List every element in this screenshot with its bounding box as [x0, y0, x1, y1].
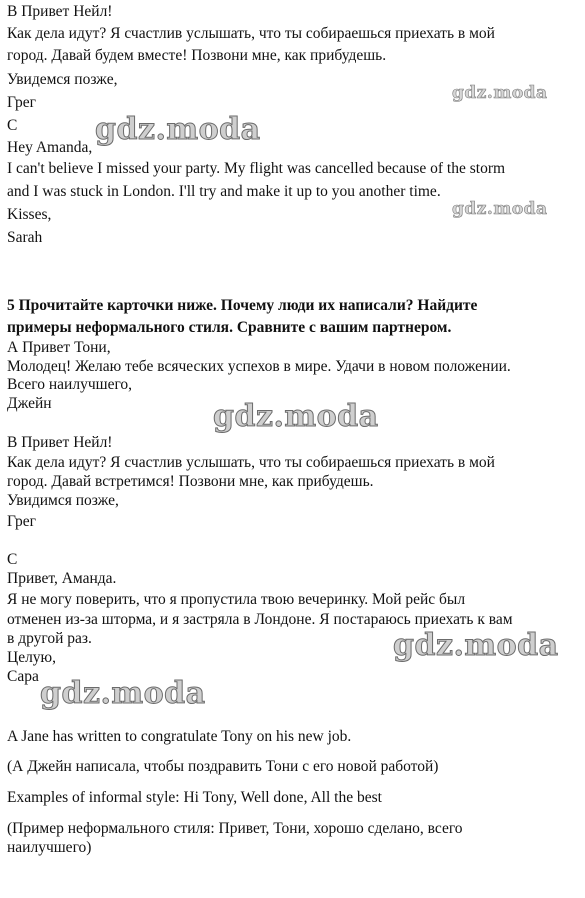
- text-line: Увидемся позже,: [7, 71, 118, 88]
- exercise-heading-line: 5 Прочитайте карточки ниже. Почему люди их написали? Найдите: [7, 297, 478, 314]
- text-line: Грег: [7, 513, 36, 530]
- text-line: в другой раз.: [7, 630, 92, 647]
- watermark: gdz.moda: [95, 112, 261, 147]
- text-line: город. Давай встретимся! Позвони мне, как прибудешь.: [7, 473, 374, 490]
- text-line: Examples of informal style: Hi Tony, Well done, All the best: [7, 789, 382, 806]
- text-line: С: [7, 551, 18, 568]
- text-line: А Привет Тони,: [7, 339, 111, 356]
- watermark: gdz.moda: [452, 83, 548, 103]
- text-line: Целую,: [7, 649, 57, 666]
- watermark: gdz.moda: [40, 676, 206, 711]
- exercise-heading-line: примеры неформального стиля. Сравните с вашим партнером.: [7, 319, 452, 336]
- text-line: I can't believe I missed your party. My flight was cancelled because of the storm: [7, 160, 506, 177]
- text-line: (А Джейн написала, чтобы поздравить Тони с его новой работой): [7, 758, 439, 775]
- text-line: Я не могу поверить, что я пропустила твою вечеринку. Мой рейс был: [7, 591, 466, 608]
- text-line: Сара: [7, 668, 39, 685]
- text-line: город. Давай будем вместе! Позвони мне, как прибудешь.: [7, 47, 387, 64]
- text-line: В Привет Нейл!: [7, 3, 113, 20]
- text-line: Молодец! Желаю тебе всяческих успехов в мире. Удачи в новом положении.: [7, 358, 511, 375]
- text-line: Как дела идут? Я счастлив услышать, что ты собираешься приехать в мой: [7, 25, 495, 42]
- text-line: Sarah: [7, 229, 43, 246]
- text-line: Джейн: [7, 395, 52, 412]
- watermark: gdz.moda: [393, 628, 559, 663]
- text-line: Привет, Аманда.: [7, 570, 117, 587]
- text-line: С: [7, 117, 18, 134]
- text-line: Всего наилучшего,: [7, 376, 133, 393]
- watermark: gdz.moda: [213, 399, 379, 434]
- text-line: В Привет Нейл!: [7, 434, 113, 451]
- text-line: (Пример неформального стиля: Привет, Тони, хорошо сделано, всего: [7, 820, 463, 837]
- text-line: наилучшего): [7, 839, 92, 856]
- text-line: Hey Amanda,: [7, 139, 93, 156]
- text-line: A Jane has written to congratulate Tony on his new job.: [7, 728, 352, 745]
- text-line: Грег: [7, 94, 36, 111]
- text-line: Как дела идут? Я счастлив услышать, что ты собираешься приехать в мой: [7, 454, 495, 471]
- text-line: and I was stuck in London. I'll try and make it up to you another time.: [7, 183, 441, 200]
- text-line: Увидимся позже,: [7, 492, 119, 509]
- text-line: Kisses,: [7, 206, 52, 223]
- watermark: gdz.moda: [452, 199, 548, 219]
- text-line: отменен из-за шторма, и я застряла в Лондоне. Я постараюсь приехать к вам: [7, 611, 513, 628]
